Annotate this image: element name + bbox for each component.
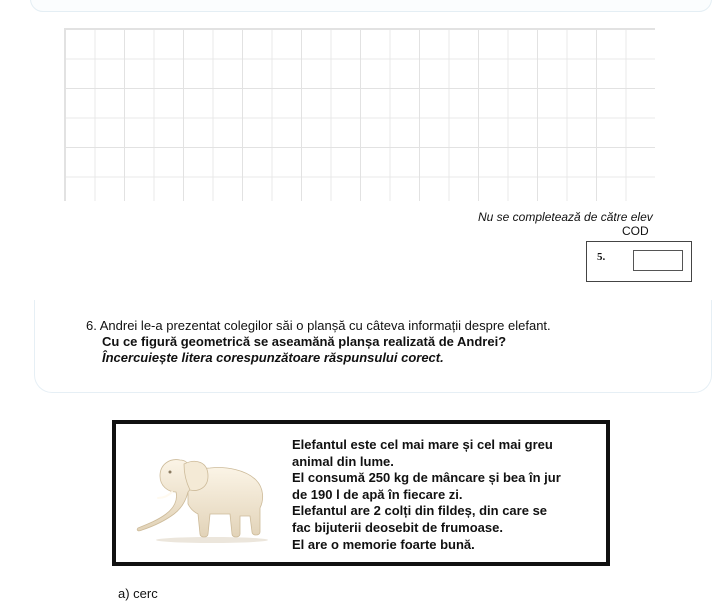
question-prompt: Cu ce figură geometrică se aseamănă planșa realizată de Andrei? [102, 334, 507, 349]
answer-grid-major-lines [65, 29, 655, 201]
previous-question-card [30, 0, 712, 12]
teacher-only-note: Nu se completează de către elev [478, 210, 653, 224]
poster-line: animal din lume. [292, 453, 394, 469]
elephant-shadow [156, 537, 268, 543]
score-cell[interactable] [633, 250, 683, 271]
score-box [586, 241, 692, 282]
elephant-figurine-icon [128, 448, 274, 544]
poster-line: Elefantul are 2 colți din fildeș, din care se [292, 503, 548, 519]
elephant-tusk [158, 492, 172, 498]
poster-line: El consumă 250 kg de mâncare și bea în jur [292, 470, 561, 486]
poster-line: Elefantul este cel mai mare și cel mai greu [292, 437, 553, 452]
poster-text [292, 437, 602, 553]
question-6 [86, 318, 551, 366]
answer-option-a[interactable]: a) cerc [118, 586, 158, 601]
elephant-eye [169, 471, 172, 474]
answer-grid[interactable] [64, 28, 655, 201]
poster-line: de 190 l de apă în fiecare zi. [292, 486, 463, 502]
question-statement: 6. Andrei le-a prezentat colegilor săi o planșă cu câteva informații despre elefant. [86, 318, 551, 333]
poster-line: fac bijuterii deosebit de frumoase. [292, 519, 503, 535]
score-item-number: 5. [597, 251, 606, 263]
question-instruction: Încercuiește litera corespunzătoare răspunsului corect. [102, 350, 444, 365]
cod-label: COD [622, 224, 649, 238]
elephant-poster [112, 420, 610, 566]
poster-line: El are o memorie foarte bună. [292, 536, 475, 552]
